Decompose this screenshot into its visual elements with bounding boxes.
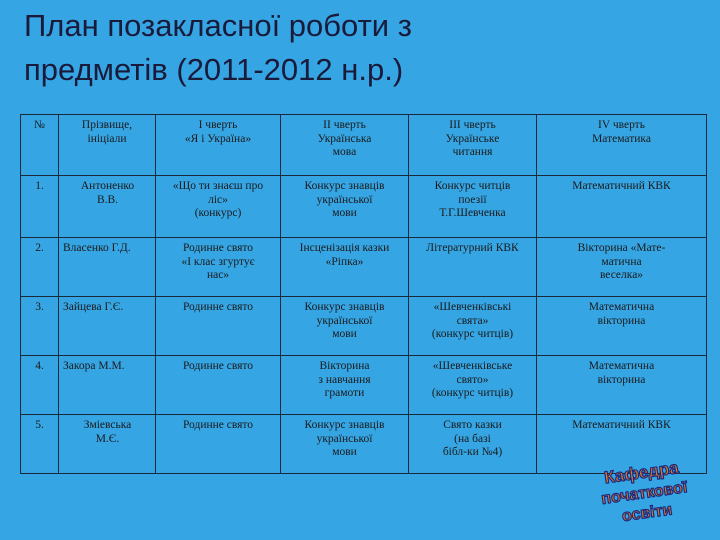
quarter-3-activity: Свято казки (на базі бібл-ки №4) [409,415,537,474]
quarter-3-activity: «Шевченківське свято» (конкурс читців) [409,356,537,415]
quarter-3-activity: «Шевченківські свята» (конкурс читців) [409,297,537,356]
table-row [21,176,707,238]
logo-line-3: освіти [620,501,674,526]
department-logo [596,452,692,530]
table-row [21,238,707,297]
title-line-1: План позакласної роботи з [24,8,412,43]
teacher-name: Закора М.М. [59,356,156,415]
teacher-name: Антоненко В.В. [59,176,156,238]
quarter-1-activity: Родинне свято [156,297,281,356]
row-number: 5. [21,415,59,474]
quarter-2-activity: Інсценізація казки «Ріпка» [281,238,409,297]
quarter-2-activity: Вікторина з навчання грамоти [281,356,409,415]
quarter-4-activity: Математична вікторина [537,356,707,415]
plan-table [20,114,707,474]
header-quarter-1: І чверть «Я і Україна» [156,115,281,176]
title-line-2: предметів (2011-2012 н.р.) [24,52,404,87]
page-title [24,4,704,92]
header-quarter-4: IV чверть Математика [537,115,707,176]
quarter-3-activity: Конкурс читців поезії Т.Г.Шевченка [409,176,537,238]
header-name: Прізвище, ініціали [59,115,156,176]
quarter-4-activity: Математична вікторина [537,297,707,356]
teacher-name: Власенко Г.Д. [59,238,156,297]
table-header-row [21,115,707,176]
quarter-1-activity: Родинне свято [156,356,281,415]
header-quarter-2: ІІ чверть Українська мова [281,115,409,176]
table-row [21,356,707,415]
teacher-name: Зміевська М.Є. [59,415,156,474]
quarter-1-activity: «Що ти знаєш про ліс» (конкурс) [156,176,281,238]
quarter-1-activity: Родинне свято [156,415,281,474]
table-row [21,297,707,356]
header-quarter-3: ІІІ чверть Українське читання [409,115,537,176]
row-number: 1. [21,176,59,238]
row-number: 4. [21,356,59,415]
teacher-name: Зайцева Г.Є. [59,297,156,356]
quarter-2-activity: Конкурс знавців української мови [281,297,409,356]
logo-line-1: Кафедра [603,458,680,488]
header-number: № [21,115,59,176]
quarter-3-activity: Літературний КВК [409,238,537,297]
row-number: 2. [21,238,59,297]
row-number: 3. [21,297,59,356]
quarter-2-activity: Конкурс знавців української мови [281,176,409,238]
quarter-4-activity: Вікторина «Мате- матична веселка» [537,238,707,297]
quarter-4-activity: Математичний КВК [537,176,707,238]
quarter-2-activity: Конкурс знавців української мови [281,415,409,474]
quarter-4-activity: Математичний КВК [537,415,707,474]
logo-line-2: початкової [600,479,689,508]
quarter-1-activity: Родинне свято «І клас згуртує нас» [156,238,281,297]
